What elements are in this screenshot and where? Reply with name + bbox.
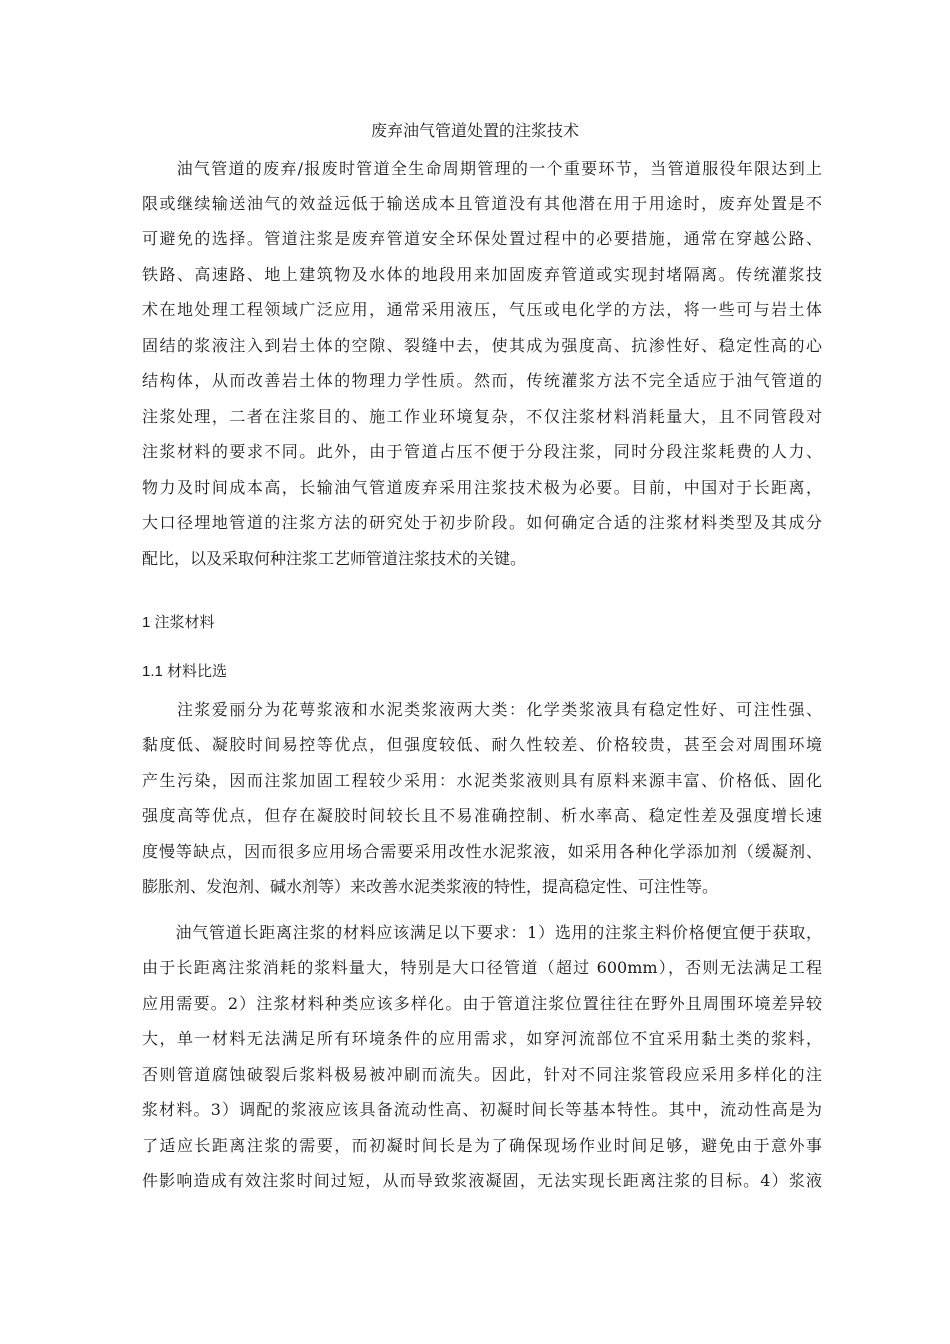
document-title: 废弃油气管道处置的注浆技术 — [370, 121, 579, 140]
text-line: 注浆材料的要求不同。此外，由于管道占压不便于分段注浆，同时分段注浆耗费的人力、 — [142, 442, 822, 461]
text-line: 注浆爱丽分为花萼浆液和水泥类浆液两大类：化学类浆液具有稳定性好、可注性强、 — [142, 700, 822, 719]
text-line: 固结的浆液注入到岩土体的空隙、裂缝中去，使其成为强度高、抗渗性好、稳定性高的心 — [142, 336, 822, 355]
text-line: 应用需要。2）注浆材料种类应该多样化。由于管道注浆位置往往在野外且周围环境差异较 — [142, 994, 822, 1013]
text-line: 产生污染，因而注浆加固工程较少采用：水泥类浆液则具有原料来源丰富、价格低、固化 — [142, 771, 822, 790]
section-heading: 1 注浆材料 — [142, 614, 215, 631]
text-line: 油气管道长距离注浆的材料应该满足以下要求：1）选用的注浆主料价格便宜便于获取， — [142, 923, 822, 942]
text-line: 油气管道的废弃/报废时管道全生命周期管理的一个重要环节，当管道服役年限达到上 — [142, 159, 822, 178]
text-line: 注浆处理，二者在注浆目的、施工作业环境复杂，不仅注浆材料消耗量大，且不同管段对 — [142, 407, 822, 426]
text-line: 浆材料。3）调配的浆液应该具备流动性高、初凝时间长等基本特性。其中，流动性高是为 — [142, 1100, 822, 1119]
text-line: 由于长距离注浆消耗的浆料量大，特别是大口径管道（超过 600mm），否则无法满足工程 — [142, 958, 822, 977]
text-line: 大，单一材料无法满足所有环境条件的应用需求，如穿河流部位不宜采用黏土类的浆料， — [142, 1029, 822, 1048]
text-line: 铁路、高速路、地上建筑物及水体的地段用来加固废弃管道或实现封堵隔离。传统灌浆技 — [142, 265, 822, 284]
text-line: 否则管道腐蚀破裂后浆料极易被冲刷而流失。因此，针对不同注浆管段应采用多样化的注 — [142, 1065, 822, 1084]
text-line: 强度高等优点，但存在凝胶时间较长且不易准确控制、析水率高、稳定性差及强度增长速 — [142, 806, 822, 825]
text-line: 黏度低、凝胶时间易控等优点，但强度较低、耐久性较差、价格较贵，甚至会对周围环境 — [142, 735, 822, 754]
text-line: 大口径埋地管道的注浆方法的研究处于初步阶段。如何确定合适的注浆材料类型及其成分 — [142, 513, 822, 532]
text-line: 结构体，从而改善岩土体的物理力学性质。然而，传统灌浆方法不完全适应于油气管道的 — [142, 371, 822, 390]
text-line: 配比，以及采取何种注浆工艺师管道注浆技术的关键。 — [142, 549, 527, 568]
text-line: 了适应长距离注浆的需要，而初凝时间长是为了确保现场作业时间足够，避免由于意外事 — [142, 1136, 822, 1155]
text-line: 术在地处理工程领域广泛应用，通常采用液压，气压或电化学的方法，将一些可与岩土体 — [142, 300, 822, 319]
text-line: 物力及时间成本高，长输油气管道废弃采用注浆技术极为必要。目前，中国对于长距离， — [142, 478, 822, 497]
text-line: 限或继续输送油气的效益远低于输送成本且管道没有其他潜在用于用途时，废弃处置是不 — [142, 194, 822, 213]
text-line: 度慢等缺点，因而很多应用场合需要采用改性水泥浆液，如采用各种化学添加剂（缓凝剂、 — [142, 842, 822, 861]
text-line: 件影响造成有效注浆时间过短，从而导致浆液凝固，无法实现长距离注浆的目标。4）浆液 — [142, 1171, 822, 1190]
text-line: 膨胀剂、发泡剂、碱水剂等）来改善水泥类浆液的特性，提高稳定性、可注性等。 — [142, 877, 719, 896]
text-line: 可避免的选择。管道注浆是废弃管道安全环保处置过程中的必要措施，通常在穿越公路、 — [142, 229, 822, 248]
subsection-heading: 1.1 材料比选 — [142, 663, 228, 680]
